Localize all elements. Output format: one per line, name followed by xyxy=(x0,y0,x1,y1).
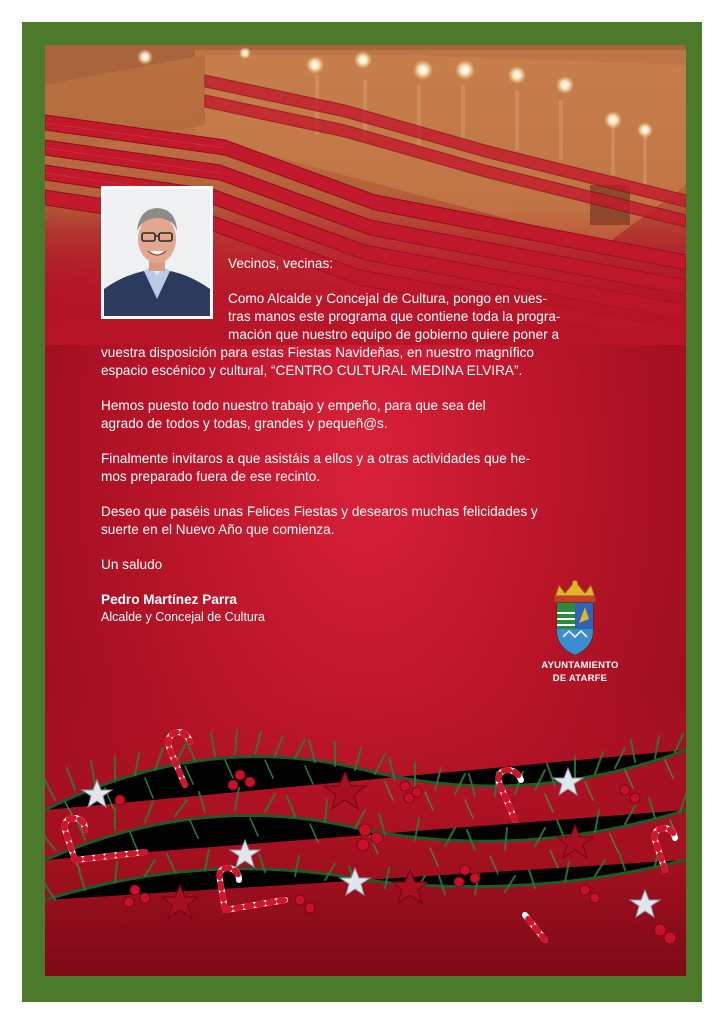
paragraph-intro-line-2: tras manos este programa que contiene toda la progra- xyxy=(228,309,561,324)
paragraph-intro-line-4: vuestra disposición para estas Fiestas Navideñas, en nuestro magnífico xyxy=(101,345,534,360)
signature-name: Pedro Martínez Parra xyxy=(101,592,237,607)
paragraph-intro-line-5: espacio escénico y cultural, “CENTRO CULTURAL MEDINA ELVIRA”. xyxy=(101,363,523,378)
paragraph-effort-line-1: Hemos puesto todo nuestro trabajo y empeño, para que sea del xyxy=(101,398,486,413)
paragraph-effort-line-2: agrado de todos y todas, grandes y pequeñ@s. xyxy=(101,416,388,431)
paragraph-intro-line-3: mación que nuestro equipo de gobierno quiere poner a xyxy=(228,327,560,342)
paragraph-invite-line-1: Finalmente invitaros a que asistáis a ellos y a otras actividades que he- xyxy=(101,451,531,466)
crest-label-line-1: AYUNTAMIENTO xyxy=(541,660,619,671)
christmas-garland-image xyxy=(45,690,686,976)
mayor-portrait xyxy=(101,186,213,319)
crest-label-line-2: DE ATARFE xyxy=(552,673,608,684)
signature-role: Alcalde y Concejal de Cultura xyxy=(101,610,265,624)
paragraph-wishes-line-1: Deseo que paséis unas Felices Fiestas y desearos muchas felicidades y xyxy=(101,504,538,519)
greeting: Vecinos, vecinas: xyxy=(228,256,334,271)
crest-label xyxy=(525,659,635,685)
paragraph-intro-line-1: Como Alcalde y Concejal de Cultura, pongo en vues- xyxy=(228,291,547,306)
paragraph-invite-line-2: mos preparado fuera de ese recinto. xyxy=(101,469,321,484)
paragraph-wishes-line-2: suerte en el Nuevo Año que comienza. xyxy=(101,522,335,537)
letter-card xyxy=(45,45,686,976)
closing: Un saludo xyxy=(101,557,163,572)
